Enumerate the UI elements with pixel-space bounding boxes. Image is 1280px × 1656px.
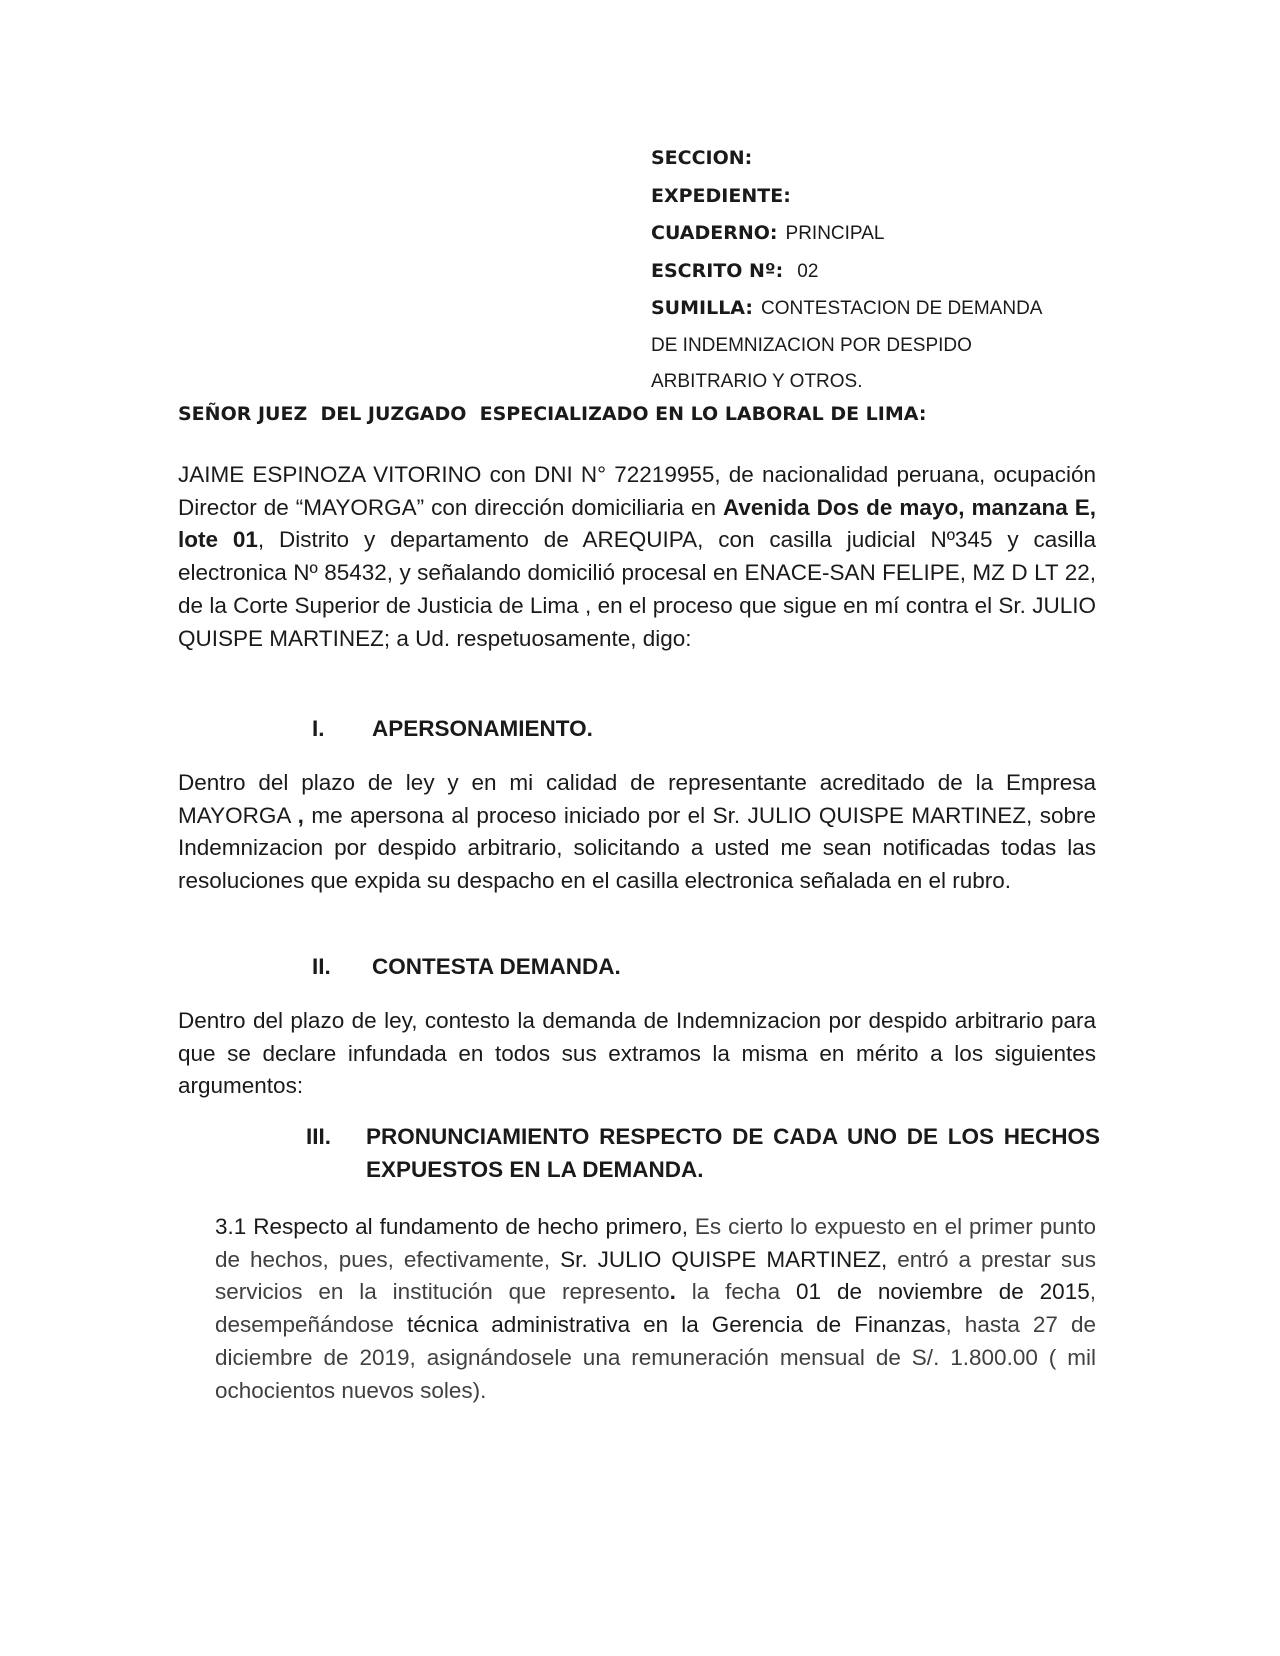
section-2-title: CONTESTA DEMANDA.	[372, 954, 621, 979]
point-1-text-g: , desempeñándose	[215, 1279, 1096, 1338]
expediente-row	[651, 178, 1111, 216]
section-1-comma: ,	[297, 802, 304, 828]
section-1-title: APERSONAMIENTO.	[372, 716, 593, 741]
section-3-point-1	[215, 1211, 1096, 1407]
intro-text-1: JAIME ESPINOZA VITORINO con DNI N° 72219955, de nacionalidad peruana, ocupación Director de “MAYORGA” con dirección domiciliaria en	[178, 462, 1096, 520]
sumilla-line-2: DE INDEMNIZACION POR DESPIDO	[651, 334, 972, 356]
seccion-row	[651, 140, 1111, 178]
section-3-title: PRONUNCIAMIENTO RESPECTO DE CADA UNO DE LOS HECHOS EXPUESTOS EN LA DEMANDA.	[366, 1124, 1100, 1182]
seccion-label: SECCION:	[651, 147, 753, 169]
point-1-text-d: entró a prestar sus servicios en la institución que represento	[215, 1246, 1096, 1305]
point-1-date: 01 de noviembre de 2015	[796, 1279, 1090, 1305]
point-1-text-e: la fecha	[675, 1279, 797, 1305]
escrito-row	[651, 253, 1111, 291]
intro-text-2: , Distrito y departamento de AREQUIPA, con casilla judicial Nº345 y casilla electronica Nº 85432, y señalando domicilió procesal en ENACE-SAN FELIPE, MZ D LT 22, de la Corte Superior de Justicia de Lima , en el proceso que sigue en mí contra el Sr. JULIO QUISPE MARTINEZ; a Ud. respetuosamente, digo:	[178, 527, 1096, 651]
sumilla-line-1: CONTESTACION DE DEMANDA	[760, 298, 1043, 319]
sumilla-row	[651, 290, 1111, 328]
cuaderno-label: CUADERNO:	[651, 222, 778, 244]
section-3-number: III.	[306, 1124, 332, 1149]
cuaderno-value: PRINCIPAL	[785, 223, 885, 244]
point-1-text-b: Es cierto lo expuesto en el primer punto de hechos, pues, efectivamente,	[215, 1214, 1097, 1272]
case-header	[651, 140, 1111, 401]
point-1-position: técnica administrativa en la Gerencia de Finanzas	[406, 1312, 946, 1338]
escrito-value: 02	[797, 260, 819, 282]
sumilla-line-3: ARBITRARIO Y OTROS.	[651, 371, 863, 392]
section-1-body	[178, 767, 1096, 898]
point-1-text-c: Sr. JULIO QUISPE MARTINEZ,	[560, 1246, 898, 1272]
cuaderno-row	[651, 215, 1111, 253]
section-2-number: II.	[312, 954, 331, 979]
expediente-label: EXPEDIENTE:	[651, 184, 791, 207]
point-1-dot: .	[669, 1279, 676, 1305]
section-2-body: Dentro del plazo de ley, contesto la demanda de Indemnizacion por despido arbitrario para que se declare infundada en todos sus extramos la misma en mérito a los siguientes argumentos:	[178, 1008, 1096, 1099]
addressee-line: SEÑOR JUEZ DEL JUZGADO ESPECIALIZADO EN LO LABORAL DE LIMA:	[178, 403, 927, 425]
section-1-number: I.	[312, 716, 325, 741]
section-1-text-2: me apersona al proceso iniciado por el Sr. JULIO QUISPE MARTINEZ, sobre Indemnizacion por despido arbitrario, solicitando a usted me sean notificadas todas las resoluciones que expida su despacho en el casilla electronica señalada en el rubro.	[178, 802, 1097, 894]
intro-paragraph	[178, 459, 1096, 655]
point-1-intro: 3.1 Respecto al fundamento de hecho primero,	[215, 1214, 695, 1239]
section-1-heading	[306, 713, 1106, 746]
section-1-text-1: Dentro del plazo de ley y en mi calidad de representante acreditado de la Empresa MAYORGA	[178, 770, 1096, 828]
intro-address: Avenida Dos de mayo, manzana E, lote 01	[178, 494, 1096, 553]
sumilla-label: SUMILLA:	[651, 297, 753, 319]
point-1-text-i: , hasta 27 de diciembre de 2019, asignándosele una remuneración mensual de S/. 1.800.00 ( mil ochocientos nuevos soles).	[215, 1312, 1096, 1403]
section-2-heading	[306, 951, 1106, 984]
escrito-label: ESCRITO Nº:	[651, 259, 784, 282]
